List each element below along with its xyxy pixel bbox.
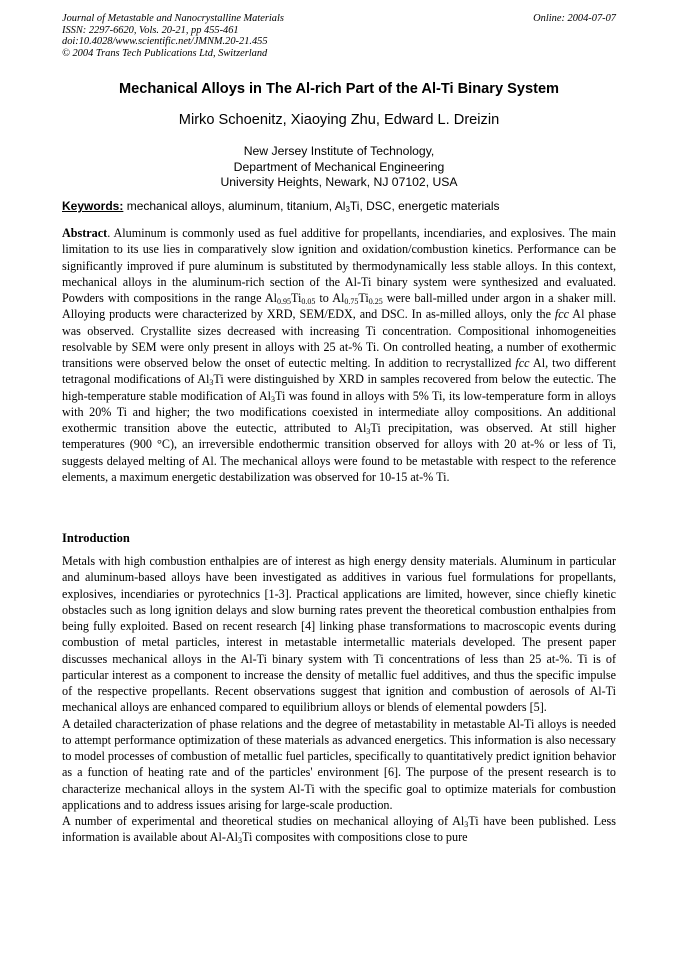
abstract-text: Ti was found in alloys with 5% Ti, its low-temperature form in alloys with 20% Ti and higher; the two modifications coexisted in intermediate alloy compositions. An additional exothermic transition above the eutectic, attributed to Al: [62, 388, 616, 435]
journal-header: [62, 13, 616, 59]
doi-line: doi:10.4028/www.scientific.net/JMNM.20-21.455: [62, 36, 268, 47]
subscript: 3: [238, 836, 242, 846]
abstract-text: were ball-milled under argon in a shaker mill. Alloying products were characterized by XRD, SEM/EDX, and DSC. In as-milled alloys, only the: [62, 291, 616, 322]
introduction: [62, 553, 616, 846]
paragraph-text: Ti have been published. Less information is available about Al-Al: [62, 814, 616, 845]
abstract-text: Al phase was observed. Crystallite sizes decreased with increasing Ti concentration. Compositional inhomogeneities resolvable by SEM were only present in alloys with 25 at-% Ti. On controlled heating, a number of exothermic transitions were observed below the onset of eutectic melting. In addition to recrystallized: [62, 307, 616, 370]
subscript: 0.05: [301, 297, 316, 306]
subscript: 0.25: [368, 297, 383, 306]
subscript: 3: [345, 205, 350, 214]
subscript: 0.75: [344, 297, 359, 306]
keywords: [62, 199, 616, 214]
subscript: 3: [270, 394, 275, 404]
section-heading: Introduction: [62, 531, 130, 545]
paragraph: Metals with high combustion enthalpies are of interest as high energy density materials. Aluminum in particular and aluminum-based alloys have been investigated as additives in various fuel formulations for propellants, explosives, incendiaries or pyrotechnics [1-3]. Practical applications are limited, however, since chiefly kinetic obstacles such as long ignition delays and slow burning rates prevent the theoretical combustion enthalpies from being fully exploited. Based on recent research [4] linking phase transformations to macroscopic events during combustion of metal particles, interest in metastable intermetallic materials developed. The present paper discusses mechanical alloys in the Al-Ti binary system with Ti concentrations of less than 25 at-%. Ti is of particular interest as a component to increase the density of metallic fuel additives, and thus the specific impulse of the respective propellants. Recent observations suggest that ignition and combustion of aerosols of Al-Ti mechanical alloys are enhanced compared to equilibrium alloys or blends of elemental powders [5].: [62, 554, 616, 715]
abstract-text: to Al: [315, 291, 345, 305]
abstract-text: Ti precipitation, was observed. At still higher temperatures (900 °C), an irreversible endothermic transition observed for alloys with 20 at-% or less of Ti, suggests delayed melting of Al. The mechanical alloys were found to be metastable with respect to the reference elements, a maximum energetic destabilization was observed for 10-15 at-% Ti.: [62, 421, 616, 484]
abstract-text: . Aluminum is commonly used as fuel additive for propellants, incendiaries, and explosives. The main limitation to its use lies in comparatively slow ignition and oxidation/combustion kinetics. Performance can be significantly improved if pure aluminum is substituted by thermodynamically less stable alloys. In this context, mechanical alloys in the aluminum-rich section of the Al-Ti binary system were synthesized and evaluated. Powders with compositions in the range Al: [62, 226, 616, 305]
subscript: 3: [366, 427, 371, 436]
copyright-line: © 2004 Trans Tech Publications Ltd, Switzerland: [62, 47, 268, 59]
affiliation-line: New Jersey Institute of Technology,: [243, 144, 435, 158]
paragraph-text: Ti composites with compositions close to pure: [242, 830, 468, 845]
keywords-label: Keywords:: [62, 199, 124, 213]
abstract-text: Ti: [358, 291, 369, 305]
issn-line: ISSN: 2297-6620, Vols. 20-21, pp 455-461: [62, 24, 239, 36]
abstract-text: Al, two different tetragonal modifications of Al: [62, 356, 616, 387]
online-date: Online: 2004-07-07: [533, 13, 616, 24]
affiliation-line: Department of Mechanical Engineering: [233, 159, 445, 174]
subscript: 0.95: [277, 297, 292, 306]
affiliation-line: University Heights, Newark, NJ 07102, USA: [220, 175, 458, 190]
keywords-text: Ti, DSC, energetic materials: [349, 199, 500, 213]
journal-name: Journal of Metastable and Nanocrystalline Materials: [62, 13, 284, 24]
subscript: 3: [209, 378, 214, 388]
paper-title: Mechanical Alloys in The Al-rich Part of the Al-Ti Binary System: [118, 81, 560, 97]
author-list: Mirko Schoenitz, Xiaoying Zhu, Edward L. Dreizin: [178, 112, 500, 128]
italic-term: fcc: [515, 356, 530, 370]
abstract-label: Abstract: [62, 226, 108, 240]
paragraph: [62, 813, 616, 846]
italic-term: fcc: [554, 307, 570, 322]
keywords-text: mechanical alloys, aluminum, titanium, Al: [123, 199, 346, 213]
subscript: 3: [464, 820, 469, 829]
paragraph: A detailed characterization of phase relations and the degree of metastability in metastable Al-Ti alloys is needed to attempt performance optimization of these materials as advanced energetics. This information is also necessary to model processes of combustion of metallic fuel particles, specifically to quantitatively predict ignition behavior as a function of heating rate and of the particles' environment [6]. The purpose of the present research is to characterize mechanical alloys in the system Al-Ti with the specific goal to optimize materials for combustion applications and to address issues arising for large-scale production.: [62, 716, 616, 812]
paragraph-text: A number of experimental and theoretical studies on mechanical alloying of Al: [62, 814, 465, 828]
abstract-text: Ti were distinguished by XRD in samples recovered from below the eutectic. The high-temperature stable modification of Al: [62, 372, 616, 403]
abstract-text: Ti: [291, 291, 302, 305]
affiliation: [62, 144, 616, 191]
abstract: [62, 225, 616, 485]
